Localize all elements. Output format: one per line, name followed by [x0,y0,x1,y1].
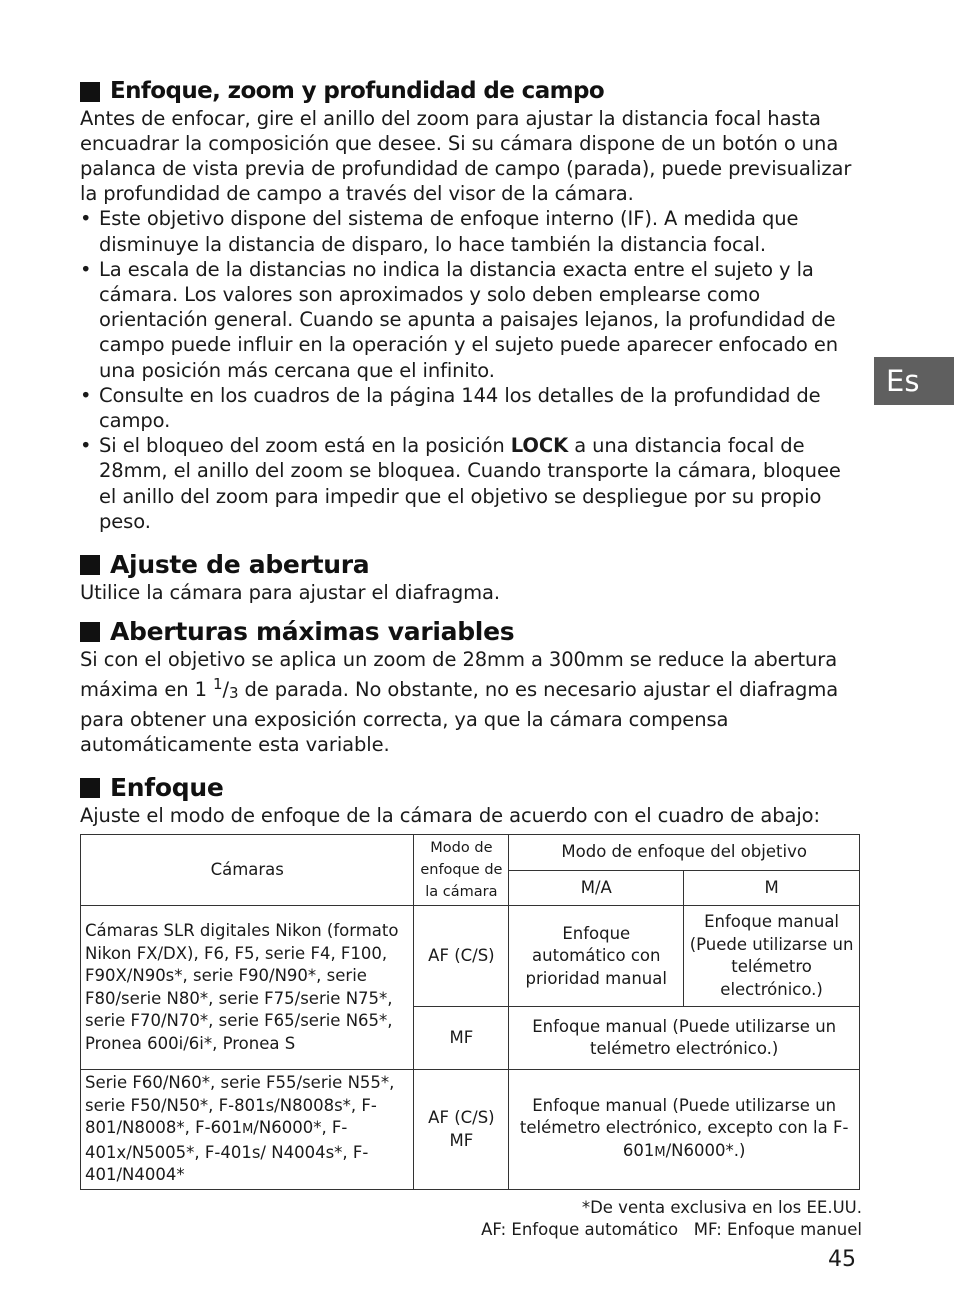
focus-zoom-bullets [80,206,862,534]
language-tab: Es [874,357,954,405]
bullet-if-system: • Este objetivo dispone del sistema de enfoque interno (IF). A medida que disminuye la distancia de disparo, lo hace también la distancia focal. [80,206,862,256]
fraction-denominator: 3 [228,684,239,703]
page-content [80,78,862,1242]
note-us-only: *De venta exclusiva en los EE.UU. [581,1197,862,1217]
square-bullet-icon [80,622,100,642]
page-number: 45 [828,1247,856,1272]
header-cameras: Cámaras [81,835,414,906]
cell-g1-mf-mode: MF [414,1007,509,1070]
cell-g1-m: Enfoque manual (Puede utilizarse un telémetro electrónico.) [684,906,860,1007]
table-row [81,1070,860,1190]
focus-mode-table [80,834,860,1190]
bullet-dof-charts: • Consulte en los cuadros de la página 144 los detalles de la profundidad de campo. [80,383,862,433]
heading-aperture-text: Ajuste de abertura [110,550,370,580]
focus-zoom-intro: Antes de enfocar, gire el anillo del zoom para ajustar la distancia focal hasta encuadrar la composición que desee. Si su cámara dispone de un botón o una palanca de vista previa de profundidad de campo (parada), puede previsualizar la profundidad de campo a través del visor de la cámara. [80,106,852,206]
heading-aperture [80,550,862,580]
heading-variable-max-text: Aberturas máximas variables [110,617,515,647]
table-row [81,906,860,1007]
g2-lens-a: Enfoque manual (Puede utilizarse un telémetro electrónico, excepto con la F-601 [519,1095,849,1160]
bullet-zoom-lock [80,433,862,534]
variable-max-text-a: Si con el objetivo se aplica un zoom de 28mm a 300mm se reduce la abertura máxima en 1 [80,648,838,702]
note-abbreviations: AF: Enfoque automático MF: Enfoque manuel [481,1220,862,1240]
focus-intro: Ajuste el modo de enfoque de la cámara de acuerdo con el cuadro de abajo: [80,804,820,828]
cell-group2-cameras [81,1070,414,1190]
header-lens-mode: Modo de enfoque del objetivo [509,835,860,871]
header-camera-mode: Modo de enfoque de la cámara [414,835,509,906]
zoom-lock-text-a: Si el bloqueo del zoom está en la posición [99,434,511,458]
square-bullet-icon [80,82,100,102]
g2-cameras-b: /N6000*, F-401x/N5005*, F-401s/ N4004s*, F-401/N4004* [85,1118,369,1185]
aperture-text: Utilice la cámara para ajustar el diafragma. [80,581,500,605]
cell-g1-af-mode: AF (C/S) [414,906,509,1007]
cell-g2-mode [414,1070,509,1190]
bullet-distance-scale: • La escala de la distancias no indica la distancia exacta entre el sujeto y la cámara. Los valores son aproximados y solo deben emplearse como orientación general. Cuando se apunta a paisajes lejanos, la profundidad de campo puede influir en la operación y el sujeto puede aparecer enfocado en una posición más cercana que el infinito. [80,257,862,383]
variable-max-text-b: de parada. No obstante, no es necesario ajustar el diafragma para obtener una exposición correcta, ya que la cámara compensa automáticamente esta variable. [80,678,839,756]
square-bullet-icon [80,555,100,575]
fraction-slash: / [222,678,229,702]
header-ma: M/A [509,870,684,906]
g2-cameras-a: Serie F60/N60*, serie F55/serie N55*, serie F50/N50*, F-801s/N8008s*, F-801/N8008*, F-601 [85,1073,395,1138]
heading-variable-max [80,617,862,647]
square-bullet-icon [80,778,100,798]
fraction-numerator: 1 [213,675,223,694]
g2-lens-smallcap: M [654,1144,666,1160]
cell-g1-mf-lens: Enfoque manual (Puede utilizarse un telémetro electrónico.) [509,1007,860,1070]
heading-focus-zoom-text: Enfoque, zoom y profundidad de campo [110,78,605,104]
table-notes [80,1197,862,1242]
cell-group1-cameras: Cámaras SLR digitales Nikon (formato Nikon FX/DX), F6, F5, serie F4, F100, F90X/N90s*, serie F90/N90*, serie F80/serie N80*, serie F75/serie N75*, serie F70/N70*, serie F65/serie N65*, Pronea 600i/6i*, Pronea S [81,906,414,1070]
lock-label: LOCK [510,434,569,458]
heading-focus [80,773,862,803]
g2-cameras-smallcap: M [242,1122,254,1138]
table-header-row [81,835,860,871]
zoom-lock-text-b: a una distancia focal de 28mm, el anillo del zoom se bloquea. Cuando transporte la cámara, bloquee el anillo del zoom para impedir que el objetivo se despliegue por su propio peso. [99,434,841,533]
g2-mode-af: AF (C/S) [428,1108,495,1128]
g2-mode-mf: MF [449,1130,474,1150]
cell-g1-ma: Enfoque automático con prioridad manual [509,906,684,1007]
g2-lens-b: /N6000*.) [665,1140,746,1160]
heading-focus-zoom [80,78,862,106]
header-m: M [684,870,860,906]
heading-focus-text: Enfoque [110,773,224,803]
variable-max-text [80,647,862,757]
cell-g2-lens [509,1070,860,1190]
